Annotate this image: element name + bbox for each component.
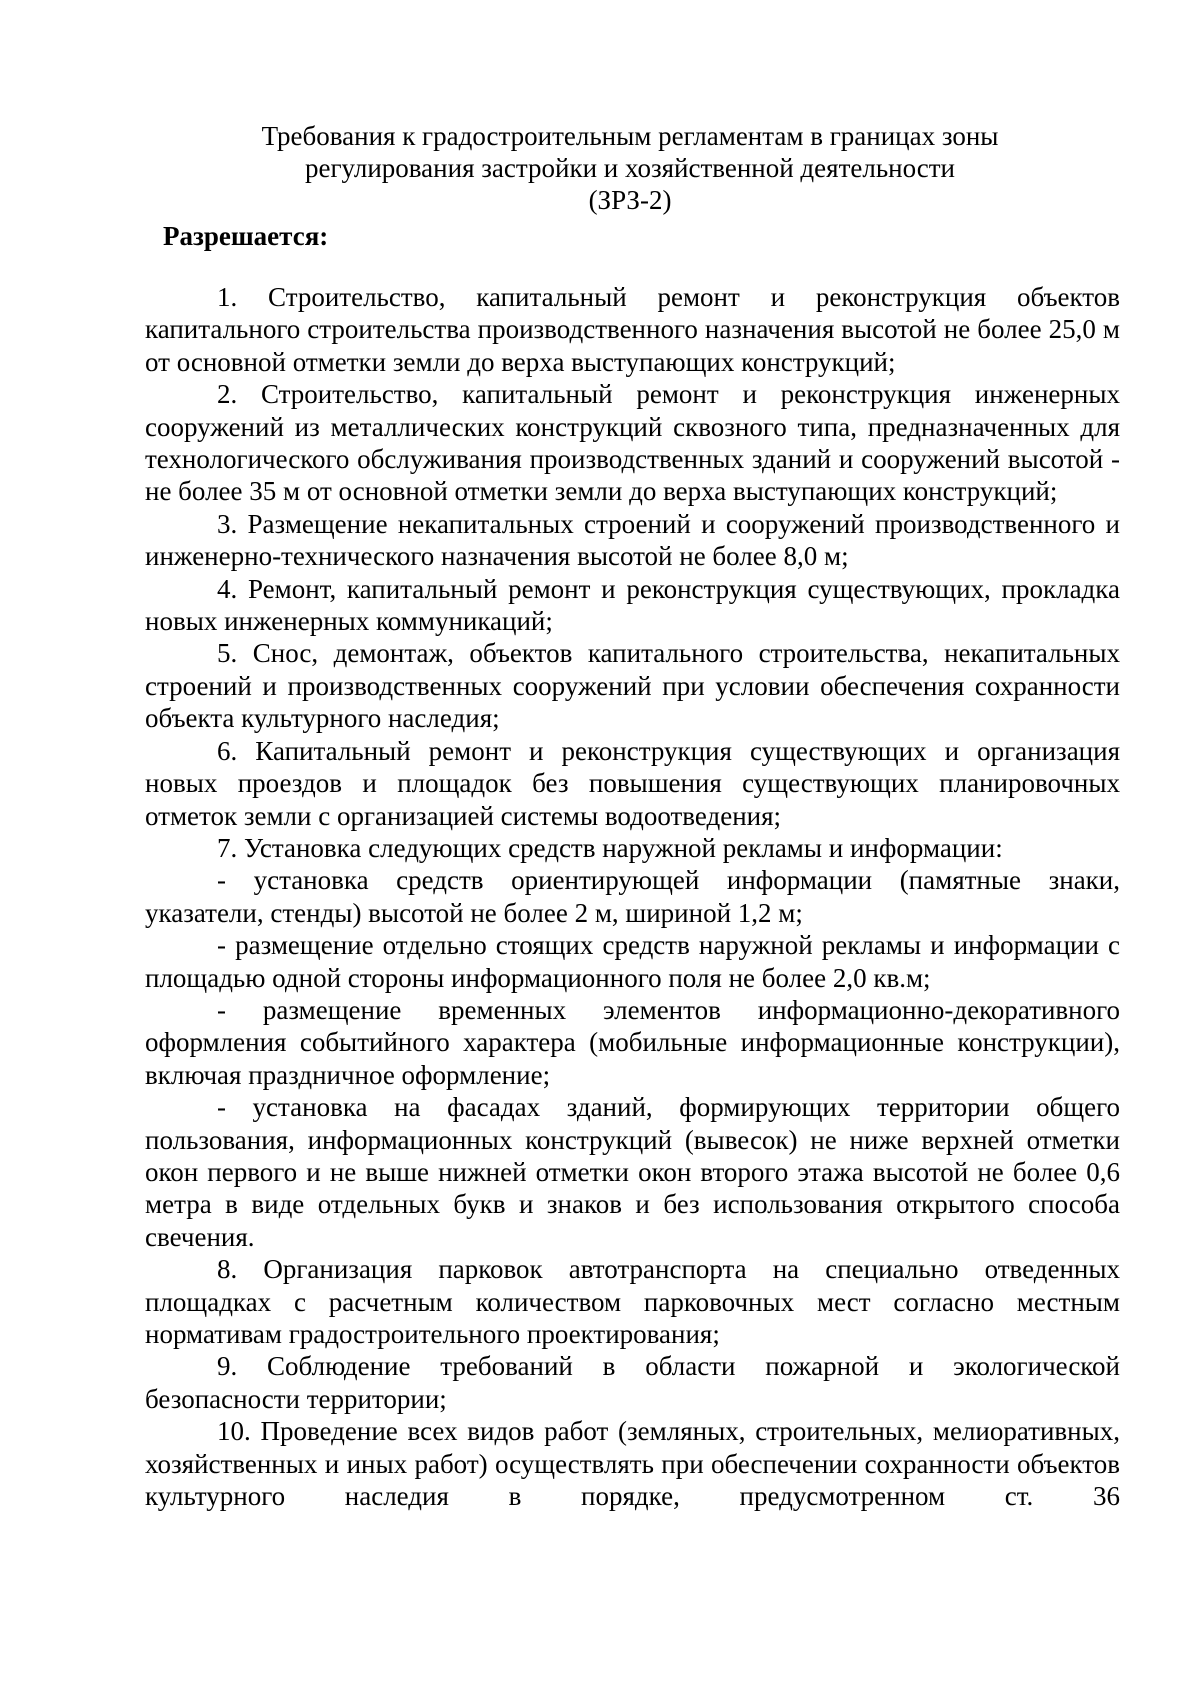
paragraph-item-10: 10. Проведение всех видов работ (земляных, строительных, мелиоративных, хозяйственных и иных работ) осуществлять при обеспечении сохранности объектов культурного наследия в порядке, предусмотренном ст. 36: [145, 1416, 1120, 1512]
paragraph-item-8: 8. Организация парковок автотранспорта на специально отведенных площадках с расчетным количеством парковочных мест согласно местным нормативам градостроительного проектирования;: [145, 1254, 1120, 1349]
allowed-heading: Разрешается:: [163, 221, 329, 251]
paragraph-item-3: 3. Размещение некапитальных строений и сооружений производственного и инженерно-технического назначения высотой не более 8,0 м;: [145, 508, 1120, 572]
paragraph-item-5: 5. Снос, демонтаж, объектов капитального строительства, некапитальных строений и производственных сооружений при условии обеспечения сохранности объекта культурного наследия;: [145, 638, 1120, 734]
paragraph-item-7: 7. Установка следующих средств наружной рекламы и информации:: [217, 832, 1003, 863]
document-body: [145, 281, 1120, 1512]
paragraph-item-4: 4. Ремонт, капитальный ремонт и реконструкция существующих, прокладка новых инженерных коммуникаций;: [145, 573, 1120, 637]
sub-item-temporary-decor: - размещение временных элементов информационно-декоративного оформления событийного характера (мобильные информационные конструкции), включая праздничное оформление;: [145, 994, 1120, 1090]
title-line-3: (ЗРЗ-2): [588, 185, 672, 215]
paragraph-item-9: 9. Соблюдение требований в области пожарной и экологической безопасности территории;: [145, 1351, 1120, 1414]
sub-item-standalone-ads: - размещение отдельно стоящих средств наружной рекламы и информации с площадью одной стороны информационного поля не более 2,0 кв.м;: [145, 930, 1120, 993]
title-line-2: регулирования застройки и хозяйственной деятельности: [305, 153, 955, 183]
sub-item-facade-signs: - установка на фасадах зданий, формирующих территории общего пользования, информационных конструкций (вывесок) не ниже верхней отметки окон первого и не выше нижней отметки окон второго этажа высотой не более 0,6 метра в виде отдельных букв и знаков и без использования открытого способа свечения.: [145, 1092, 1120, 1252]
paragraph-item-1: 1. Строительство, капитальный ремонт и реконструкция объектов капитального строительства производственного назначения высотой не более 25,0 м от основной отметки земли до верха выступающих конструкций;: [145, 282, 1120, 377]
sub-item-orientation-info: - установка средств ориентирующей информации (памятные знаки, указатели, стенды) высотой не более 2 м, шириной 1,2 м;: [145, 865, 1120, 928]
paragraph-item-6: 6. Капитальный ремонт и реконструкция существующих и организация новых проездов и площадок без повышения существующих планировочных отметок земли с организацией системы водоотведения;: [145, 735, 1120, 831]
document-title: [145, 120, 1115, 216]
paragraph-item-2: 2. Строительство, капитальный ремонт и реконструкция инженерных сооружений из металлических конструкций сквозного типа, предназначенных для технологического обслуживания производственных зданий и сооружений высотой - не более 35 м от основной отметки земли до верха выступающих конструкций;: [145, 379, 1120, 507]
title-line-1: Требования к градостроительным регламентам в границах зоны: [261, 121, 999, 151]
